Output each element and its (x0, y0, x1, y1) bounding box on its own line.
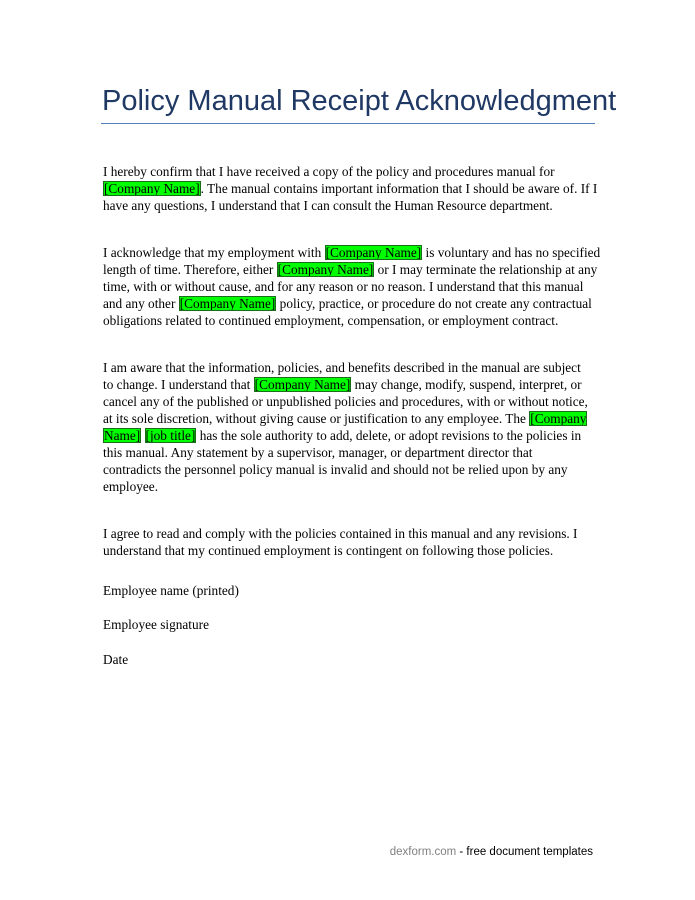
company-name-placeholder: [Company Name] (277, 262, 374, 277)
text-span: . The manual contains important information that I should be aware of. If I (200, 181, 598, 196)
text-span: is voluntary and has no specified (422, 245, 601, 260)
company-name-placeholder: [Company Name] (104, 181, 200, 196)
text-span: or I may terminate the relationship at any (374, 262, 598, 277)
employee-name-label: Employee name (printed) (103, 583, 239, 598)
text-line: time, with or without cause, and for any reason or no reason. I understand that this manual (103, 279, 584, 294)
text-span: has the sole authority to add, delete, or adopt revisions to the policies in (196, 428, 582, 443)
job-title-placeholder: [job title] (145, 428, 196, 443)
company-name-placeholder: [Company (530, 411, 587, 426)
text-line: have any questions, I understand that I can consult the Human Resource department. (103, 198, 553, 213)
text-span: I acknowledge that my employment with (103, 245, 325, 260)
text-line: obligations related to continued employment, compensation, or employment contract. (103, 313, 559, 328)
text-line (103, 261, 598, 278)
text-span: length of time. Therefore, either (103, 262, 277, 277)
text-line (103, 410, 595, 427)
text-line: I hereby confirm that I have received a copy of the policy and procedures manual for (103, 164, 555, 179)
text-line (103, 180, 598, 197)
text-line: this manual. Any statement by a supervisor, manager, or department director that (103, 445, 533, 460)
company-name-placeholder: [Company Name] (254, 377, 351, 392)
footer-tagline: - free document templates (456, 846, 593, 858)
text-line: contradicts the personnel policy manual is invalid and should not be relied upon by any (103, 462, 568, 477)
document-title: Policy Manual Receipt Acknowledgment (102, 85, 617, 117)
text-line (103, 295, 595, 312)
text-line: employee. (103, 479, 159, 494)
text-span: may change, modify, suspend, interpret, or (351, 377, 582, 392)
company-name-placeholder: [Company Name] (325, 245, 422, 260)
text-line (103, 376, 595, 393)
title-underline (101, 123, 595, 124)
date-label: Date (103, 652, 129, 667)
text-span: to change. I understand that (103, 377, 254, 392)
text-span: at its sole discretion, without giving cause or justification to any employee. The (103, 411, 530, 426)
employee-signature-label: Employee signature (103, 617, 209, 632)
text-line (103, 244, 601, 261)
company-name-placeholder: Name] (104, 428, 141, 443)
text-line: cancel any of the published or unpublished policies and procedures, with or without notice, (103, 394, 588, 409)
text-line (103, 427, 595, 444)
text-span: policy, practice, or procedure do not create any contractual (276, 296, 592, 311)
text-line: I agree to read and comply with the policies contained in this manual and any revisions. I (103, 526, 578, 541)
footer-credit (390, 846, 593, 858)
company-name-placeholder: [Company Name] (179, 296, 276, 311)
text-line: I am aware that the information, policies, and benefits described in the manual are subject (103, 360, 581, 375)
text-span: and any other (103, 296, 179, 311)
text-line: understand that my continued employment is contingent on following those policies. (103, 543, 554, 558)
footer-brand-link[interactable]: dexform.com (389, 846, 457, 858)
